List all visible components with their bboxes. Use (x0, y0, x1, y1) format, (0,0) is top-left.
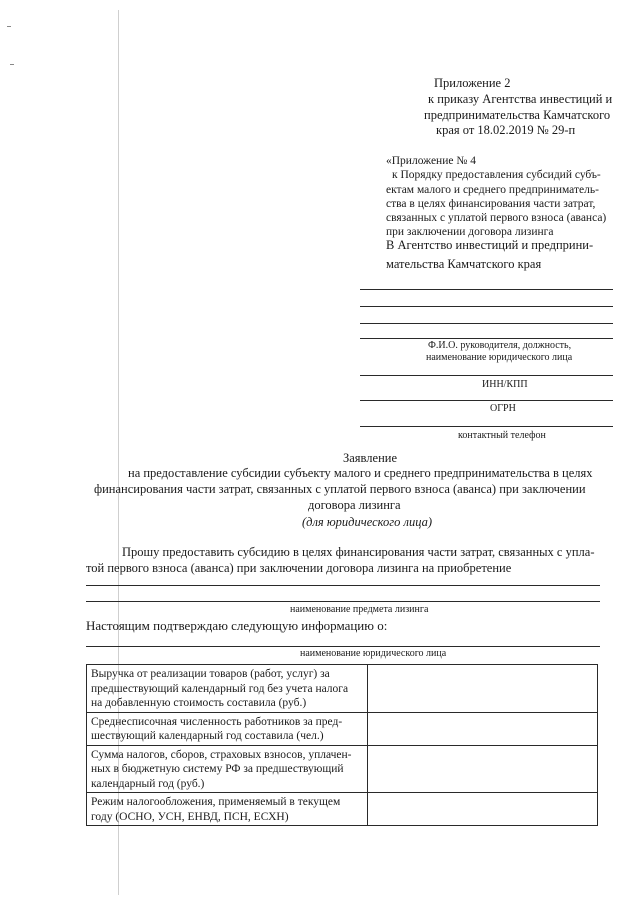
annex-title: Приложение 2 (434, 76, 511, 90)
tax-regime-label (87, 793, 368, 826)
cell-line: предшествующий календарный год без учета налога (91, 682, 349, 695)
procedure-line: ства в целях финансирования части затрат, (386, 197, 596, 210)
entity-name-label: наименование юридического лица (300, 648, 447, 659)
taxes-label (87, 745, 368, 793)
cell-line: Режим налогообложения, применяемый в текущем (91, 796, 341, 808)
title-subtype: (для юридического лица) (302, 515, 433, 529)
headcount-value-cell[interactable] (367, 712, 597, 745)
cell-line: Среднесписочная численность работников за пред- (91, 715, 343, 728)
document-title: Заявление (343, 451, 398, 465)
headcount-label (87, 712, 368, 745)
info-table (86, 664, 598, 826)
request-text: той первого взноса (аванса) при заключении договора лизинга на приобретение (86, 561, 512, 575)
leasing-subject-label: наименование предмета лизинга (290, 604, 429, 615)
revenue-value-cell[interactable] (367, 665, 597, 713)
fio-field-line[interactable] (360, 323, 613, 324)
entity-name-line[interactable] (86, 646, 600, 647)
procedure-line: к Порядку предоставления субсидий субъ- (392, 169, 601, 182)
scan-mark (7, 26, 11, 27)
ogrn-field-line[interactable] (360, 400, 613, 401)
fio-label: Ф.И.О. руководителя, должность, (428, 340, 572, 351)
procedure-line: ектам малого и среднего предприниматель- (386, 183, 599, 196)
title-line: договора лизинга (308, 498, 401, 512)
table-row (87, 665, 598, 713)
annex-date: края от 18.02.2019 № 29-п (436, 123, 576, 137)
entity-name-label: наименование юридического лица (426, 352, 573, 363)
cell-line: ных в бюджетную систему РФ за предшествующий (91, 763, 344, 775)
addressee-line: В Агентство инвестиций и предприни- (386, 238, 594, 252)
cell-line: шествующий календарный год составила (чел.) (91, 730, 324, 742)
request-text: Прошу предоставить субсидию в целях финансирования части затрат, связанных с упла- (122, 545, 595, 559)
leasing-subject-line[interactable] (86, 601, 600, 602)
cell-line: году (ОСНО, УСН, ЕНВД, ПСН, ЕСХН) (91, 810, 289, 823)
table-row (87, 712, 598, 745)
cell-line: календарный год (руб.) (91, 777, 205, 790)
table-row (87, 745, 598, 793)
phone-label: контактный телефон (458, 430, 546, 441)
annex-agency: предпринимательства Камчатского (424, 108, 611, 122)
procedure-line: связанных с уплатой первого взноса (аванса) (386, 212, 607, 225)
table-row (87, 793, 598, 826)
revenue-label (87, 665, 368, 713)
addressee (386, 236, 618, 274)
inn-field-line[interactable] (360, 375, 613, 376)
confirm-text: Настоящим подтверждаю следующую информацию о: (86, 618, 388, 633)
title-line: финансирования части затрат, связанных с уплатой первого взноса (аванса) при заключении (94, 482, 586, 496)
cell-line: на добавленную стоимость составила (руб.) (91, 697, 307, 709)
taxes-value-cell[interactable] (367, 745, 597, 793)
phone-field-line[interactable] (360, 426, 613, 427)
addressee-line: мательства Камчатского края (386, 257, 542, 271)
leasing-subject-line[interactable] (86, 585, 600, 586)
fio-field-line[interactable] (360, 306, 613, 307)
title-line: на предоставление субсидии субъекту малого и среднего предпринимательства в целях (128, 466, 593, 480)
cell-line: Выручка от реализации товаров (работ, услуг) за (91, 668, 330, 680)
procedure-reference (386, 154, 626, 240)
inn-label: ИНН/КПП (482, 379, 528, 390)
tax-regime-value-cell[interactable] (367, 793, 597, 826)
scan-mark (10, 64, 14, 65)
annex-order-ref: к приказу Агентства инвестиций и (428, 92, 613, 106)
fio-field-line[interactable] (360, 289, 613, 290)
procedure-line: «Приложение № 4 (386, 155, 476, 167)
fio-field-line[interactable] (360, 338, 613, 339)
cell-line: Сумма налогов, сборов, страховых взносов, уплачен- (91, 748, 352, 761)
procedure-line: при заключении договора лизинга (386, 226, 554, 239)
ogrn-label: ОГРН (490, 403, 516, 414)
